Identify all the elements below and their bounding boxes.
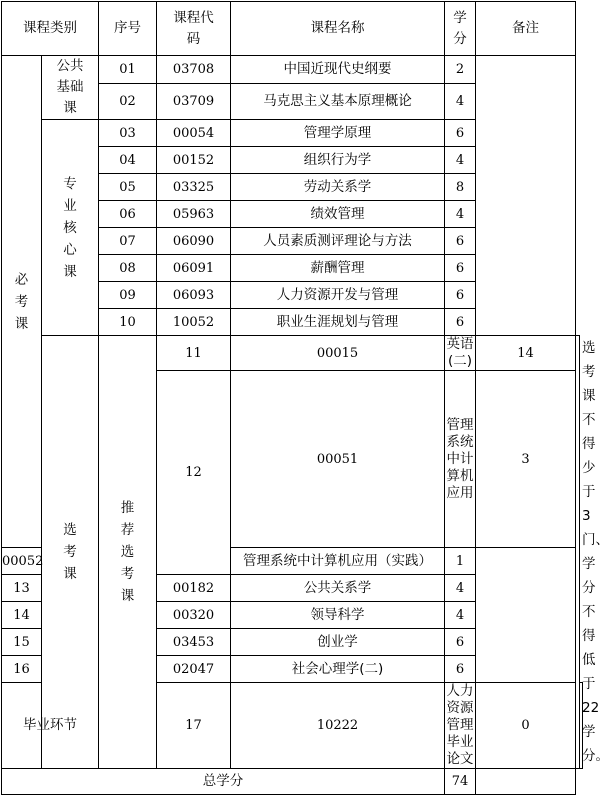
cell-name: 管理系统中计算机应用（实践） (231, 548, 445, 575)
cell-seq: 09 (99, 282, 157, 309)
group-required-char: 考 (14, 293, 29, 310)
cell-code: 05963 (157, 201, 231, 228)
header-credit-line1: 学 (453, 9, 467, 26)
cell-code: 03325 (157, 174, 231, 201)
cell-seq: 13 (2, 575, 42, 602)
cell-code: 00015 (231, 336, 445, 371)
cell-code: 00052 (2, 548, 42, 575)
total-value: 74 (445, 769, 476, 795)
cell-name: 管理系统中计算机应用 (445, 371, 476, 548)
cell-code: 00054 (157, 120, 231, 147)
cell-credit: 0 (476, 683, 576, 769)
group-recommended-char: 考 (120, 566, 135, 582)
course-table (1, 1, 609, 795)
cell-code: 02047 (157, 656, 231, 683)
cell-name: 英语(二) (446, 336, 474, 369)
elective-note: 选考课不得少于3门、学分不得低于22学分。 (576, 336, 580, 769)
group-required-char: 课 (14, 315, 29, 332)
cell-credit: 6 (445, 656, 476, 683)
cell-name: 劳动关系学 (231, 174, 445, 201)
cell-name: 薪酬管理 (231, 255, 445, 282)
cell-seq: 05 (99, 174, 157, 201)
group-required (2, 56, 42, 548)
cell-code: 06090 (157, 228, 231, 255)
group-core-char: 核 (63, 219, 77, 236)
group-recommended-char: 课 (120, 588, 135, 604)
group-recommended-char: 推 (120, 500, 135, 516)
cell-code: 03708 (157, 56, 231, 84)
cell-name: 管理学原理 (231, 120, 445, 147)
cell-seq: 04 (99, 147, 157, 174)
group-core-char: 专 (63, 175, 77, 192)
cell-name: 人力资源管理毕业论文 (446, 683, 474, 767)
total-row (2, 769, 583, 795)
total-label: 总学分 (2, 769, 445, 795)
group-core (42, 120, 99, 336)
cell-seq: 01 (99, 56, 157, 84)
cell-name: 人力资源开发与管理 (231, 282, 445, 309)
group-public-basic (42, 56, 99, 120)
header-seq: 序号 (99, 2, 157, 56)
cell-name: 马克思主义基本原理概论 (231, 83, 445, 119)
group-graduation: 毕业环节 (2, 683, 99, 769)
cell-credit: 14 (476, 336, 576, 371)
cell-code: 03453 (157, 629, 231, 656)
group-core-char: 心 (63, 241, 77, 258)
table-row (2, 56, 583, 84)
table-row (2, 683, 583, 769)
cell-seq: 15 (2, 629, 42, 656)
cell-seq: 17 (157, 683, 231, 769)
header-row (2, 2, 583, 56)
header-remark: 备注 (476, 2, 576, 56)
cell-code: 06093 (157, 282, 231, 309)
cell-seq: 11 (157, 336, 231, 371)
group-required-char: 必 (14, 271, 29, 288)
group-recommended (99, 336, 157, 769)
cell-seq: 06 (99, 201, 157, 228)
cell-seq: 03 (99, 120, 157, 147)
cell-credit: 1 (445, 548, 476, 575)
cell-seq: 08 (99, 255, 157, 282)
header-category: 课程类别 (2, 2, 99, 56)
header-code (157, 2, 231, 56)
cell-credit: 4 (445, 201, 476, 228)
cell-credit: 8 (445, 174, 476, 201)
cell-code: 00320 (157, 602, 231, 629)
cell-credit: 6 (445, 629, 476, 656)
cell-remark-total (476, 769, 576, 795)
group-recommended-char: 选 (120, 544, 135, 560)
cell-name: 领导科学 (231, 602, 445, 629)
cell-credit: 4 (445, 575, 476, 602)
cell-credit: 4 (445, 602, 476, 629)
cell-seq: 12 (157, 371, 231, 575)
cell-credit: 2 (445, 56, 476, 84)
cell-remark-required (476, 56, 576, 336)
cell-name: 职业生涯规划与管理 (231, 309, 445, 336)
cell-credit: 6 (445, 255, 476, 282)
cell-credit: 4 (445, 83, 476, 119)
cell-code: 00182 (157, 575, 231, 602)
cell-code: 10222 (231, 683, 445, 769)
cell-credit: 3 (476, 371, 576, 548)
cell-seq: 16 (2, 656, 42, 683)
group-public-basic-line: 公共 (56, 58, 84, 74)
cell-name: 人员素质测评理论与方法 (231, 228, 445, 255)
cell-name: 中国近现代史纲要 (231, 56, 445, 84)
group-elective-char: 考 (63, 544, 77, 560)
cell-code: 10052 (157, 309, 231, 336)
cell-name: 创业学 (231, 629, 445, 656)
cell-credit: 6 (445, 120, 476, 147)
cell-seq: 02 (99, 83, 157, 119)
cell-name: 组织行为学 (231, 147, 445, 174)
cell-seq: 07 (99, 228, 157, 255)
cell-name: 社会心理学(二) (231, 656, 445, 683)
cell-credit: 4 (445, 147, 476, 174)
header-code-line1: 课程代 (173, 9, 214, 26)
group-recommended-char: 荐 (120, 522, 135, 538)
cell-credit: 6 (445, 228, 476, 255)
cell-name: 公共关系学 (231, 575, 445, 602)
group-core-char: 业 (63, 197, 77, 214)
group-elective-char: 课 (63, 566, 77, 582)
cell-seq: 14 (2, 602, 42, 629)
cell-code: 00051 (231, 371, 445, 548)
header-name: 课程名称 (231, 2, 445, 56)
header-credit-line2: 分 (453, 30, 467, 47)
group-public-basic-line: 基础 (56, 79, 84, 95)
table-row (2, 336, 583, 371)
header-credit (445, 2, 476, 56)
cell-code: 06091 (157, 255, 231, 282)
group-public-basic-line: 课 (63, 100, 77, 116)
header-code-line2: 码 (186, 30, 201, 47)
cell-credit: 6 (445, 309, 476, 336)
group-core-char: 课 (63, 263, 77, 280)
cell-code: 00152 (157, 147, 231, 174)
cell-credit: 6 (445, 282, 476, 309)
cell-seq: 10 (99, 309, 157, 336)
group-elective-char: 选 (63, 522, 77, 538)
cell-name: 绩效管理 (231, 201, 445, 228)
cell-code: 03709 (157, 83, 231, 119)
